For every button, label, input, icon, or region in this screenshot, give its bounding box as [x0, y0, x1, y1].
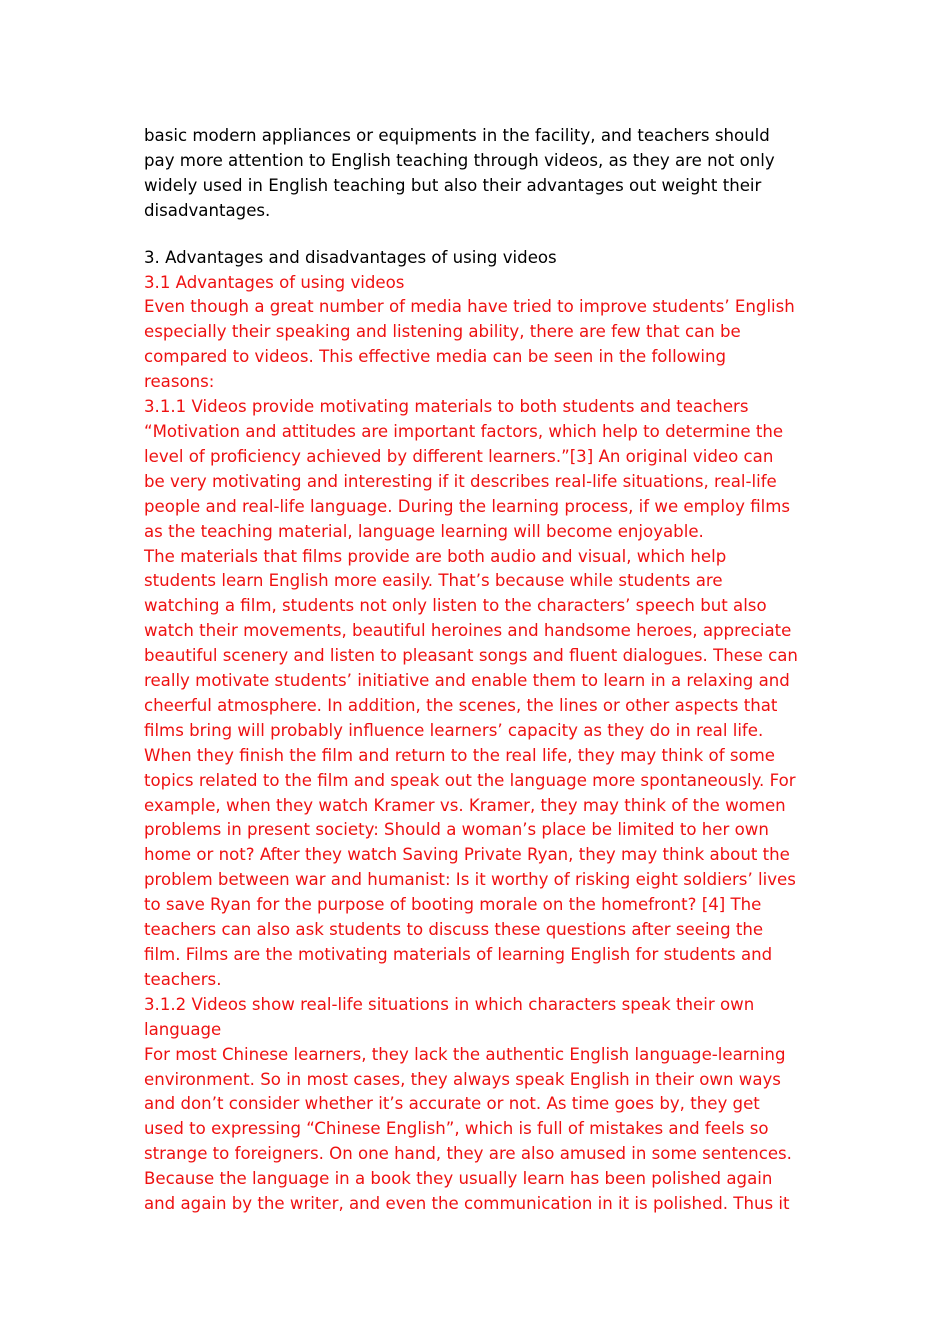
intro-paragraph: basic modern appliances or equipments in the facility, and teachers should pay more attention to English teaching through videos, as they are not only widely used in English teaching but also their advantages out weight their disadvantages. [144, 126, 775, 220]
subsection-intro: Even though a great number of media have tried to improve students’ English especially their speaking and listening ability, there are few that can be compared to videos. This effective media can be seen in the following reasons: [144, 297, 795, 392]
paragraph-gap [144, 224, 812, 246]
point2-paragraph-1: For most Chinese learners, they lack the authentic English language-learning environment. So in most cases, they always speak English in their own ways and don’t consider whether it’s accurate or not. As time goes by, they get used to expressing “Chinese English”, which is full of mistakes and feels so strange to foreigners. On one hand, they are also amused in some sentences. Because the language in a book they usually learn has been polished again and again by the writer, and even the communication in it is polished. Thus it [144, 1044, 792, 1214]
point2-heading: 3.1.2 Videos show real-life situations in which characters speak their own language [144, 994, 755, 1039]
point1-paragraph-2: The materials that films provide are both audio and visual, which help students learn English more easily. That’s because while students are watching a film, students not only listen to the characters’ speech but also watch their movements, beautiful heroines and handsome heroes, appreciate beautiful scenery and listen to pleasant songs and fluent dialogues. These can really motivate students’ initiative and enable them to learn in a relaxing and cheerful atmosphere. In addition, the scenes, the lines or other aspects that films bring will probably influence learners’ capacity as they do in real life. When they finish the film and return to the real life, they may think of some topics related to the film and speak out the language more spontaneously. For example, when they watch Kramer vs. Kramer, they may think of the women problems in present society: Should a woman’s place be limited to her own home or not? After they watch Saving Private Ryan, they may think about the problem between war and humanist: Is it worthy of risking eight soldiers’ lives to save Ryan for the purpose of booting morale on the homefront? [4] The teachers can also ask students to discuss these questions after seeing the film. Films are the motivating materials of learning English for students and teachers. [144, 546, 798, 989]
document-page [144, 124, 812, 1217]
subsection-heading: 3.1 Advantages of using videos [144, 272, 405, 292]
section-heading: 3. Advantages and disadvantages of using videos [144, 247, 557, 267]
point1-paragraph-1: “Motivation and attitudes are important factors, which help to determine the level of proficiency achieved by different learners.”[3] An original video can be very motivating and interesting if it describes real-life situations, real-life people and real-life language. During the learning process, if we employ films as the teaching material, language learning will become enjoyable. [144, 421, 791, 541]
point1-heading: 3.1.1 Videos provide motivating materials to both students and teachers [144, 397, 749, 417]
